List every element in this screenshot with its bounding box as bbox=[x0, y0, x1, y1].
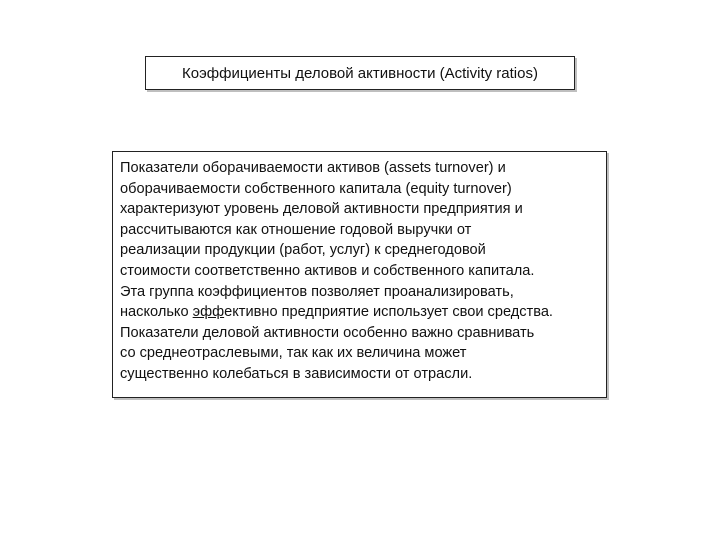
body-line: оборачиваемости собственного капитала (equity turnover) bbox=[120, 180, 512, 197]
body-line: характеризуют уровень деловой активности предприятия и bbox=[120, 201, 523, 218]
slide-title: Коэффициенты деловой активности (Activity ratios) bbox=[182, 64, 538, 82]
slide-body-box bbox=[112, 151, 607, 398]
body-line: со среднеотраслевыми, так как их величина может bbox=[120, 345, 467, 362]
body-line-segment: ективно предприятие использует свои средства. bbox=[224, 304, 553, 321]
body-line-segment: насколько bbox=[120, 304, 193, 321]
spellcheck-underlined-word: эфф bbox=[192, 304, 225, 321]
body-line: Показатели оборачиваемости активов (assets turnover) и bbox=[120, 160, 506, 176]
body-line: стоимости соответственно активов и собственного капитала. bbox=[120, 262, 535, 279]
body-line bbox=[120, 302, 600, 323]
slide-title-box bbox=[145, 56, 575, 90]
body-line: существенно колебаться в зависимости от отрасли. bbox=[120, 365, 473, 382]
body-line: Показатели деловой активности особенно важно сравнивать bbox=[120, 324, 535, 341]
body-line: реализации продукции (работ, услуг) к среднегодовой bbox=[120, 242, 486, 259]
body-line: Эта группа коэффициентов позволяет проанализировать, bbox=[120, 283, 514, 300]
body-line: рассчитываются как отношение годовой выручки от bbox=[120, 221, 472, 238]
